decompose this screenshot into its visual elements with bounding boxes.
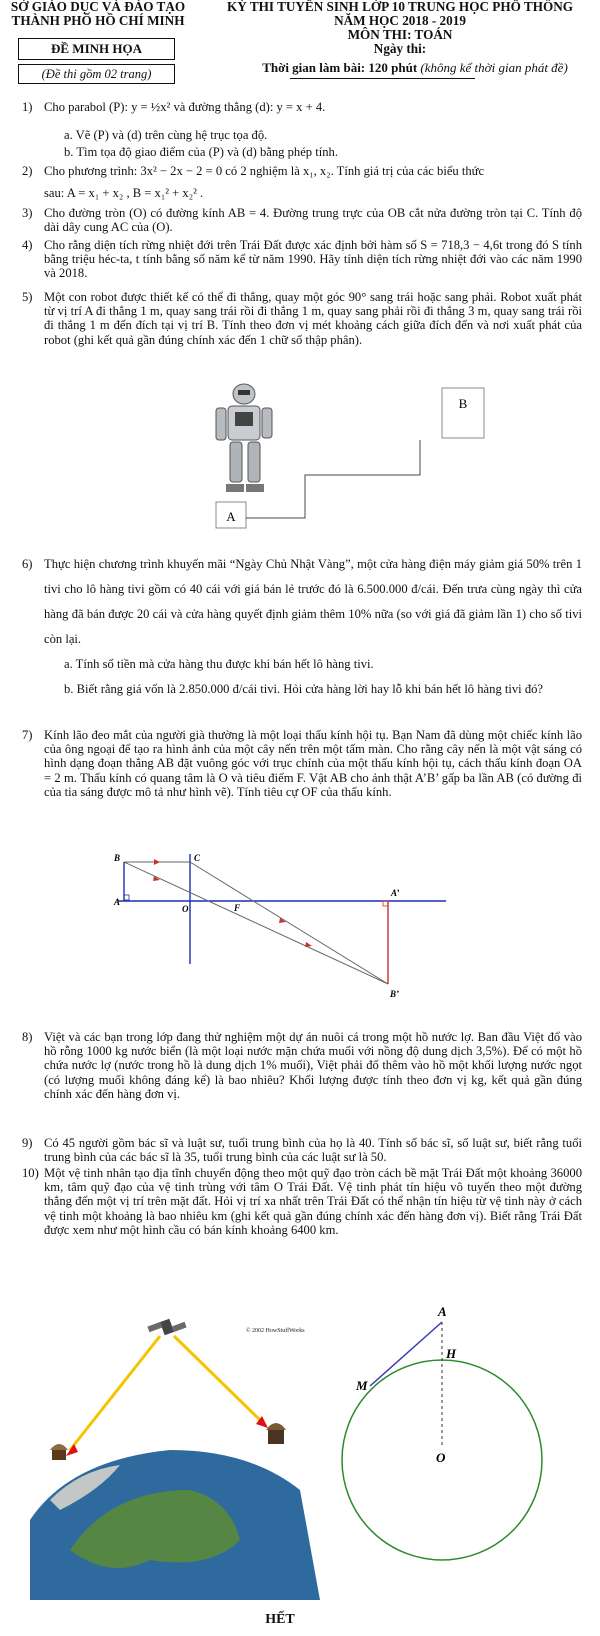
question-number: 1) [22,100,33,114]
question-text: Cho đường tròn (O) có đường kính AB = 4. Đường trung trực của OB cắt nửa đường tròn tại C. Tính độ dài dây cung AC của (O). [44,206,582,235]
signal-beam-right [174,1336,262,1422]
question-text: Cho parabol (P): y = ½x² và đường thẳng (d): y = x + 4. [44,100,326,114]
question-1a: a. Vẽ (P) và (d) trên cùng hệ trục tọa độ. [64,128,268,142]
question-text-line2: sau: A = x₁ + x₂ , B = x₁² + x₂² . [44,186,204,201]
question-number: 10) [22,1166,39,1180]
question-text: Thực hiện chương trình khuyến mãi “Ngày Chủ Nhật Vàng”, một cửa hàng điện máy giảm giá 50% trên 1 tivi cho lô hàng tivi gồm có 40 cái với giá bán lẻ trước đó là 6.500.000 đ/cái. Đến trưa cùng ngày thì cửa hàng đã bán được 20 cái và cửa hàng quyết định giảm thêm 10% nữa (so với giá đã giảm lần 1) cho số tivi còn lại. [44,557,582,646]
time-label: Thời gian làm bài: 120 phút [262,60,418,75]
question-number: 6) [22,557,33,571]
question-number: 8) [22,1030,33,1044]
question-number: 3) [22,206,33,220]
question-text: Việt và các bạn trong lớp đang thử nghiệm một dự án nuôi cá trong một hồ nước lợ. Ban đầu Việt đổ vào hồ rỗng 1000 kg nước biển (là một loại nước mặn chứa muối với nồng độ dung dịch 3,5%). Để có một hồ chứa nước lợ (nước trong hồ là dung dịch 1% muối), Việt phải đổ thêm vào hồ một khối lượng nước ngọt (có lượng muối không đáng kể) là bao nhiêu? Khối lượng được tính theo đơn vị kg, kết quả gần đúng chính xác đến hàng đơn vị. [44,1030,582,1101]
header-right [200,0,600,56]
question-9 [22,1136,582,1164]
question-number: 5) [22,290,33,304]
question-text: Một vệ tinh nhân tạo địa tĩnh chuyển động theo một quỹ đạo tròn cách bề mặt Trái Đất một khoảng 36000 km, tâm quỹ đạo của vệ tinh trùng với tâm O Trái Đất. Vệ tinh phát tín hiệu vô tuyến theo một đường thẳng đến một vị trí trên mặt đất. Hỏi vị trí xa nhất trên Trái Đất có thể nhận tín hiệu từ vệ tinh này ở cách vệ tinh một khoảng là bao nhiêu km (ghi kết quả gần đúng chính xác đến hàng đơn vị). Biết rằng Trái Đất được xem như một hình cầu có bán kính khoảng 6400 km. [44,1166,582,1237]
question-5 [22,290,582,347]
question-6 [22,552,582,652]
question-6a: a. Tính số tiền mà cửa hàng thu được khi bán hết lô hàng tivi. [64,657,374,671]
tangent-geometry-figure [330,1300,590,1600]
question-1b: b. Tìm tọa độ giao điểm của (P) và (d) bằng phép tính. [64,145,338,159]
time-note: (không kể thời gian phát đề) [420,60,568,75]
subject: MÔN THI: TOÁN [347,27,453,42]
exam-title: KỲ THI TUYỂN SINH LỚP 10 TRUNG HỌC PHỔ THÔNG [227,0,573,14]
school-year: NĂM HỌC 2018 - 2019 [334,13,466,28]
lens-diagram [110,852,455,1017]
dish-right-icon [266,1423,286,1444]
question-text: Có 45 người gồm bác sĩ và luật sư, tuổi trung bình của họ là 40. Tính số bác sĩ, số luật sư, biết rằng tuổi trung bình của các bác sĩ là 35, tuổi trung bình của các luật sư là 50. [44,1136,582,1165]
ray-arrow [154,859,160,865]
city-name: THÀNH PHỐ HỒ CHÍ MINH [11,13,185,28]
question-3 [22,206,582,234]
label-f: F [234,903,241,913]
question-text: Cho rằng diện tích rừng nhiệt đới trên Trái Đất được xác định bởi hàm số S = 718,3 − 4,6t trong đó S tính bằng triệu héc-ta, t tính bằng số năm kể từ năm 1990. Hãy tính diện tích rừng nhiệt đới vào các năm 1990 và 2018. [44,238,582,281]
label-a: A [438,1304,447,1319]
exam-type-box: ĐỀ MINH HỌA [18,38,175,60]
header-divider [290,78,475,79]
label-a: A [226,509,236,524]
label-a: A [114,897,121,907]
robot-path [246,440,420,518]
label-m: M [356,1378,368,1393]
satellite-icon [147,1319,186,1336]
question-number: 4) [22,238,33,252]
label-h: H [446,1346,457,1361]
copyright-text: © 2002 HowStuffWorks [246,1328,305,1334]
department-name: SỞ GIÁO DỤC VÀ ĐÀO TẠO [10,0,186,14]
question-10 [22,1166,582,1237]
signal-beam-left [70,1336,160,1450]
question-text: Một con robot được thiết kế có thể đi thẳng, quay một góc 90° sang trái hoặc sang phải. Robot xuất phát từ vị trí A đi thẳng 1 m, quay sang trái rồi đi thẳng 1 m, quay sang phải rồi đi thẳng 3 m, quay sang trái rồi đi thẳng 1 m đến đích tại vị trí B. Tính theo đơn vị mét khoảng cách giữa đích đến và nơi xuất phát của robot (ghi kết quả gần đúng chính xác đến 1 chữ số thập phân). [44,290,582,347]
question-number: 9) [22,1136,33,1150]
tangent-am [370,1322,442,1386]
question-2 [22,164,582,200]
page-count-note: (Đề thi gồm 02 trang) [18,64,175,84]
label-o: O [182,904,189,914]
label-c: C [194,853,201,863]
question-8 [22,1030,582,1101]
label-o: O [436,1450,446,1465]
end-marker: HẾT [265,1612,295,1627]
question-text-line1: Cho phương trình: 3x² − 2x − 2 = 0 có 2 nghiệm là x₁, x₂. Tính giá trị của các biểu thức [44,164,485,178]
question-7 [22,728,582,799]
label-b: B [458,396,468,411]
question-number: 2) [22,164,33,178]
robot-path-figure [180,380,510,540]
ray-bob1 [124,862,388,984]
label-b: B [114,853,121,863]
time-line [230,60,600,76]
label-a-prime: A’ [391,888,400,898]
header-left [0,0,196,28]
question-number: 7) [22,728,33,742]
exam-date: Ngày thi: [373,41,427,56]
question-text: Kính lão đeo mắt của người già thường là một loại thấu kính hội tụ. Bạn Nam đã dùng một chiếc kính lão của ông ngoại để tạo ra hình ảnh của một cây nến trên một tấm màn. Cho rằng cây nến là một vật sáng có hình dạng đoạn thẳng AB đặt vuông góc với trục chính của một thấu kính hội tụ, cách thấu kính đoạn OA = 2 m. Thấu kính có quang tâm là O và tiêu điểm F. Vật AB cho ảnh thật A’B’ gấp ba lần AB (có đường đi của tia sáng được mô tả như hình vẽ). Tính tiêu cự OF của thấu kính. [44,728,582,799]
satellite-earth-image [30,1300,330,1600]
question-4 [22,238,582,281]
ray-cfb1 [190,862,388,984]
robot-image [216,384,272,492]
question-6b: b. Biết rằng giá vốn là 2.850.000 đ/cái tivi. Hỏi cửa hàng lời hay lỗ khi bán hết lô hàng tivi đó? [64,682,544,696]
question-1 [22,100,582,114]
label-b-prime: B’ [390,989,399,999]
ray-arrow [305,942,312,947]
dish-left-icon [50,1444,68,1460]
